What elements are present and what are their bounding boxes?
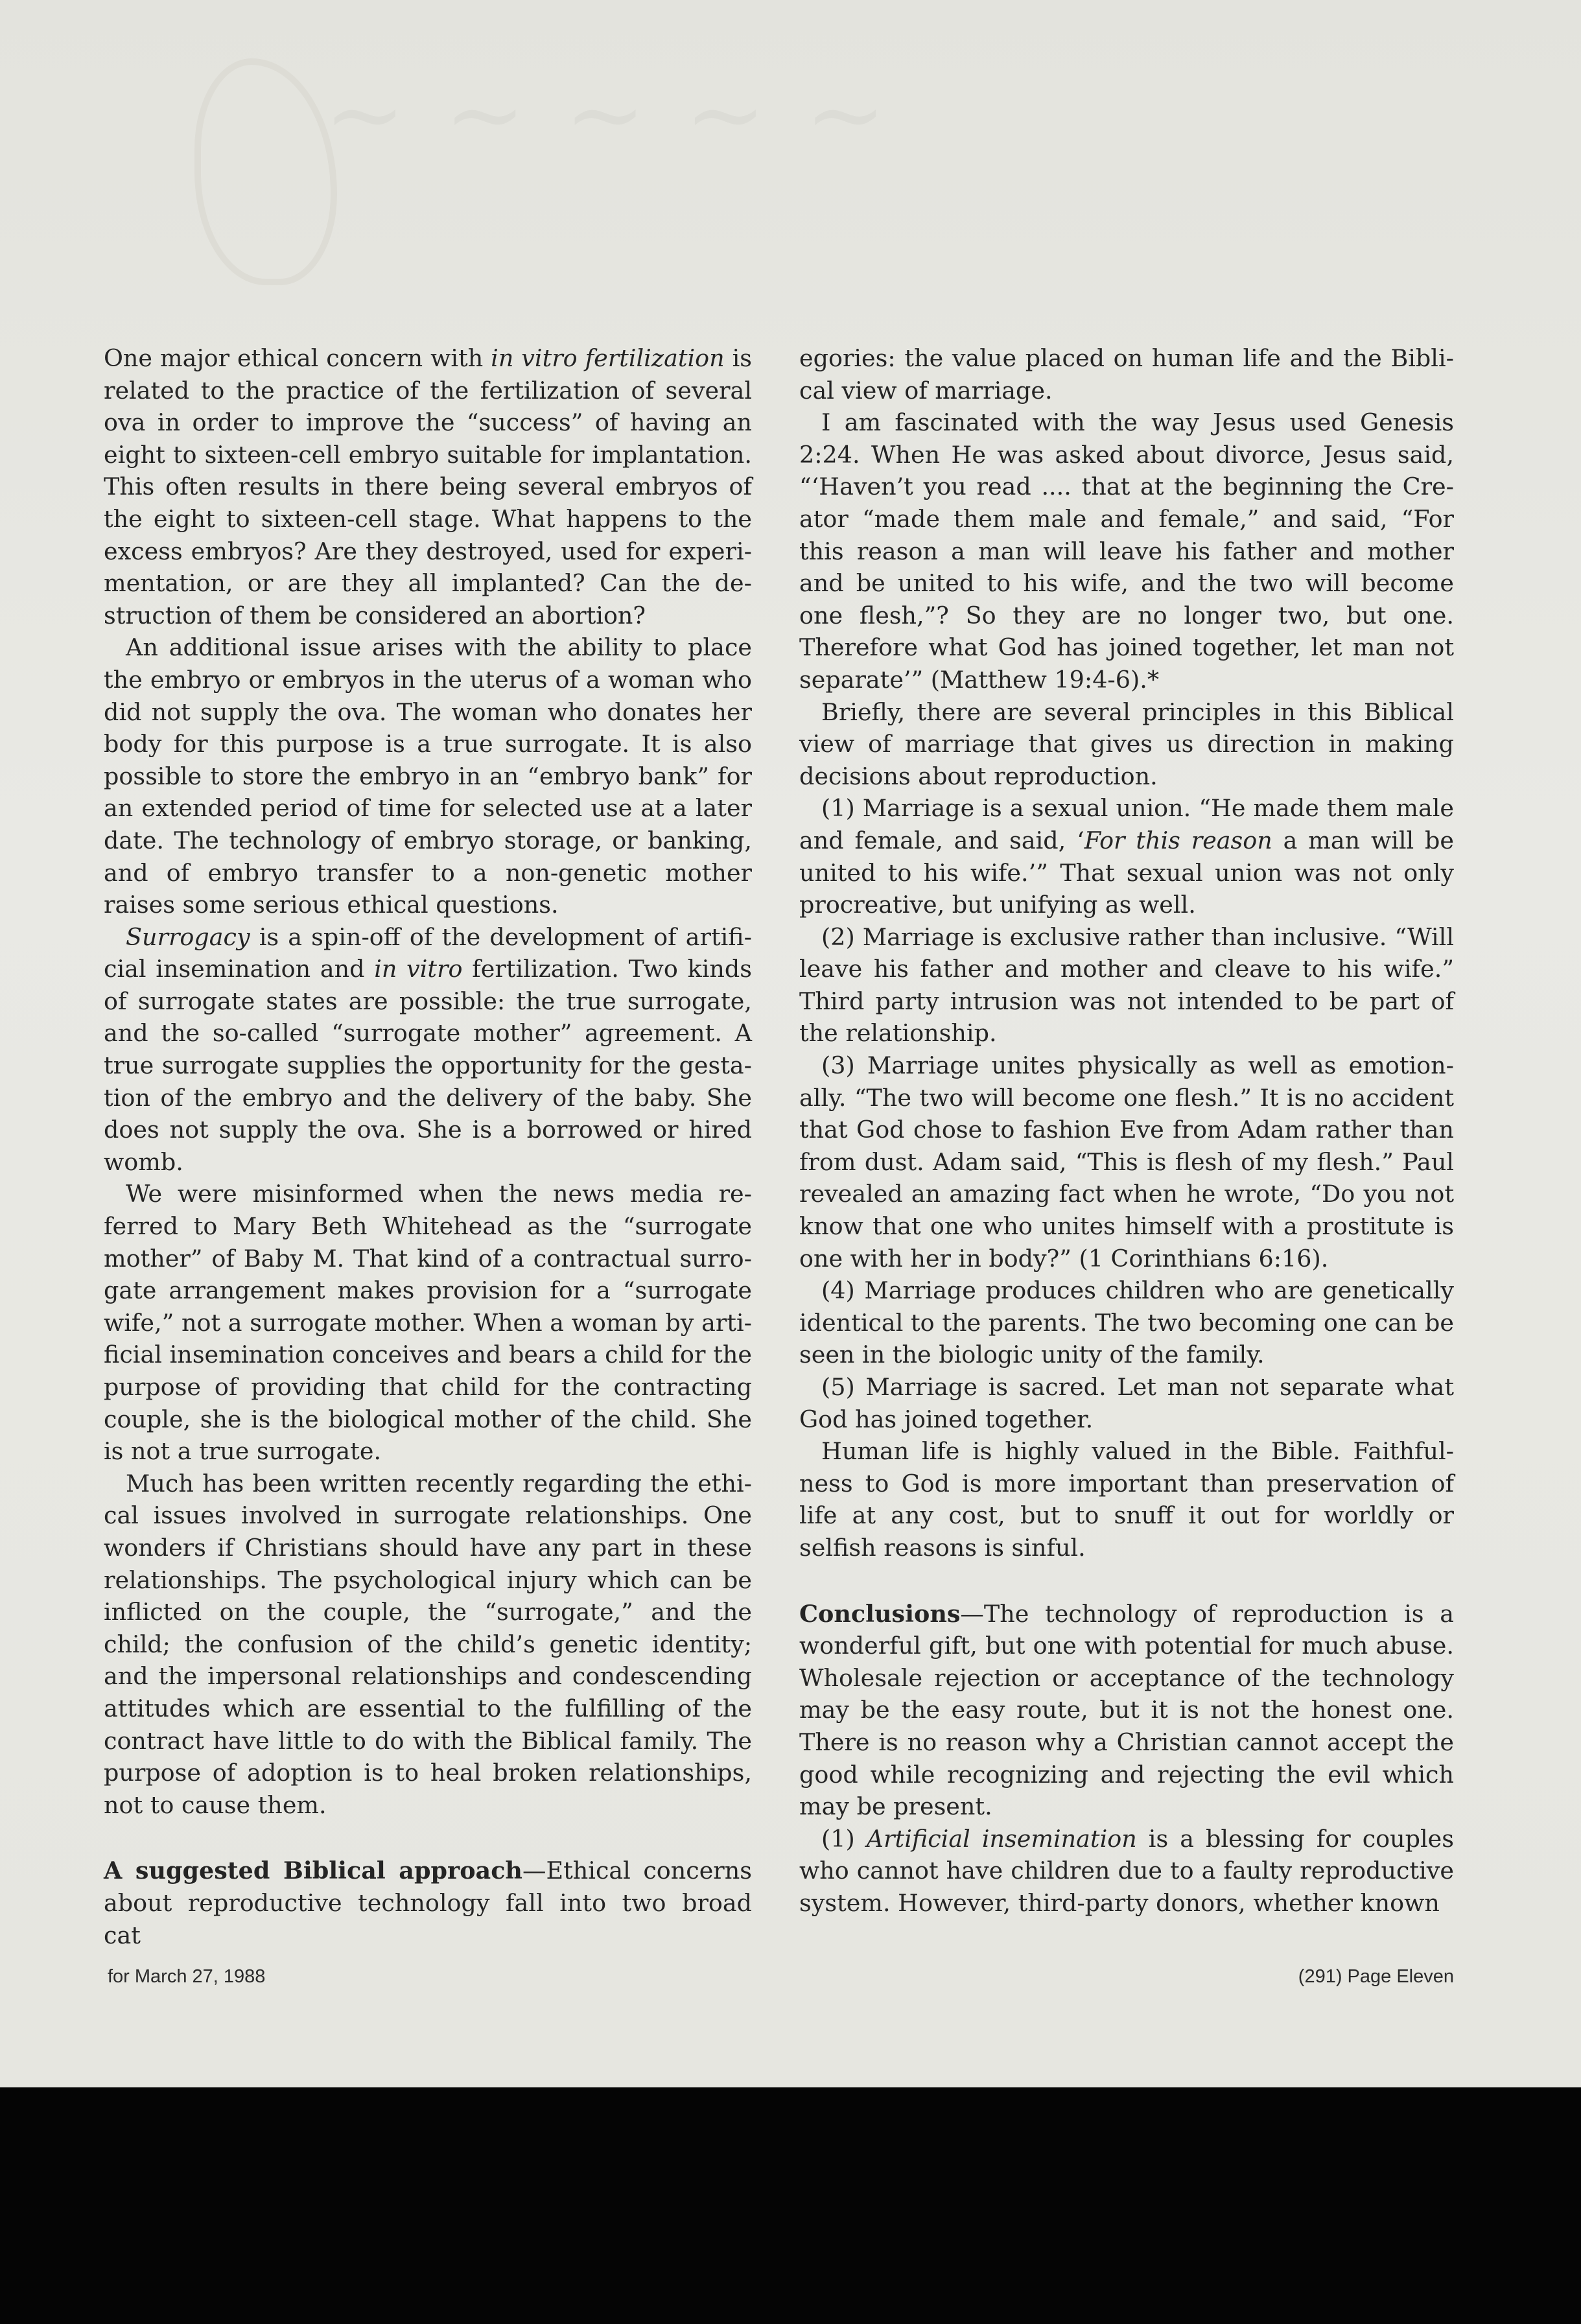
paragraph: (4) Marriage produces children who are genetically identical to the parents. The two becoming one can be seen in the biologic unity of the family. [799,1276,1454,1369]
paragraph: Human life is highly valued in the Bible. Faithfulness to God is more important than preservation of life at any cost, but to snuff it out for worldly or selfish reasons is sinful. [799,1437,1454,1562]
footer-date: for March 27, 1988 [108,1966,266,1987]
section-paragraph: A suggested Biblical approach—Ethical concerns about reproductive technology fall into two broad cat [104,1857,752,1949]
paragraph: (1) Marriage is a sexual union. “He made them male and female, and said, ‘For this reason a man will be united to his wife.’” That sexual union was not only procreative, but unifying as well. [799,794,1455,919]
paragraph: (5) Marriage is sacred. Let man not separate what God has joined together. [799,1373,1454,1433]
paragraph: (2) Marriage is exclusive rather than inclusive. “Will leave his father and mother and cleave to his wife.” Third party intrusion was not intended to be part of the relationship. [799,922,1454,1048]
paragraph: (1) Artificial insemination is a blessing for couples who cannot have children due to a faulty reproductive system. However, third-party donors, whether known [799,1824,1454,1917]
paragraph: Much has been written recently regarding the ethical issues involved in surrogate relationships. One wonders if Christians should have any part in these relationships. The psychological injury which can be inflicted on the couple, the “surrogate,” and the child; the confusion of the child’s genetic identity; and the impersonal relationships and condescending attitudes which are essential to the fulfilling of the contract have little to do with the Biblical family. The purpose of adoption is to heal broken relationships, not to cause them. [104,1469,752,1819]
paragraph: egories: the value placed on human life and the Biblical view of marriage. [799,344,1454,405]
paragraph: We were misinformed when the news media referred to Mary Beth Whitehead as the “surrogate mother” of Baby M. That kind of a contractual surrogate arrangement makes provision for a “surrogate wife,” not a surrogate mother. When a woman by artificial insemination conceives and bears a child for the purpose of providing that child for the contracting couple, she is the biological mother of the child. She is not a true surrogate. [104,1180,752,1466]
paragraph: I am fascinated with the way Jesus used Genesis 2:24. When He was asked about divorce, Jesus said, “‘Haven’t you read .... that at the beginning the Creator “made them male and female,” and said, “For this reason a man will leave his father and mother and be united to his wife, and the two will become one flesh,”? So they are no longer two, but one. Therefore what God has joined together, let man not separate’” (Matthew 19:4-6).* [799,408,1454,694]
right-column [799,342,1454,1919]
footer-page-number: (291) Page Eleven [1298,1966,1454,1987]
scan-background [0,2087,1581,2324]
paragraph: Briefly, there are several principles in this Biblical view of marriage that gives us direction in making decisions about reproduction. [799,698,1454,790]
bleed-through-illustration [194,58,337,285]
left-column [104,342,752,1951]
paragraph: Surrogacy is a spin-off of the development of artificial insemination and in vitro fertilization. Two kinds of surrogate states are possible: the true surrogate, and the so-called “surrogate mother” agreement. A true surrogate supplies the opportunity for the gestation of the embryo and the delivery of the baby. She does not supply the ova. She is a borrowed or hired womb. [104,922,752,1176]
paragraph: One major ethical concern with in vitro fertilization is related to the practice of the fertilization of several ova in order to improve the “success” of having an eight to sixteen-cell embryo suitable for implantation. This often results in there being several embryos of the eight to sixteen-cell stage. What happens to the excess embryos? Are they destroyed, used for experimentation, or are they all implanted? Can the destruction of them be considered an abortion? [104,344,752,629]
bleed-through-title: ~ ~ ~ ~ ~ [324,58,891,171]
paragraph: An additional issue arises with the ability to place the embryo or embryos in the uterus of a woman who did not supply the ova. The woman who donates her body for this purpose is a true surrogate. It is also possible to store the embryo in an “embryo bank” for an extended period of time for selected use at a later date. The technology of embryo storage, or banking, and of embryo transfer to a non-genetic mother raises some serious ethical questions. [104,633,752,919]
section-heading: A suggested Biblical approach [104,1857,522,1885]
section-paragraph: Conclusions—The technology of reproduction is a wonderful gift, but one with potential for much abuse. Wholesale rejection or acceptance of the technology may be the easy route, but it is not the honest one. There is no reason why a Christian cannot accept the good while recognizing and rejecting the evil which may be present. [799,1599,1454,1821]
paragraph: (3) Marriage unites physically as well as emotionally. “The two will become one flesh.” It is no accident that God chose to fashion Eve from Adam rather than from dust. Adam said, “This is flesh of my flesh.” Paul revealed an amazing fact when he wrote, “Do you not know that one who unites himself with a prostitute is one with her in body?” (1 Corinthians 6:16). [799,1051,1454,1273]
section-heading: Conclusions [799,1599,961,1628]
